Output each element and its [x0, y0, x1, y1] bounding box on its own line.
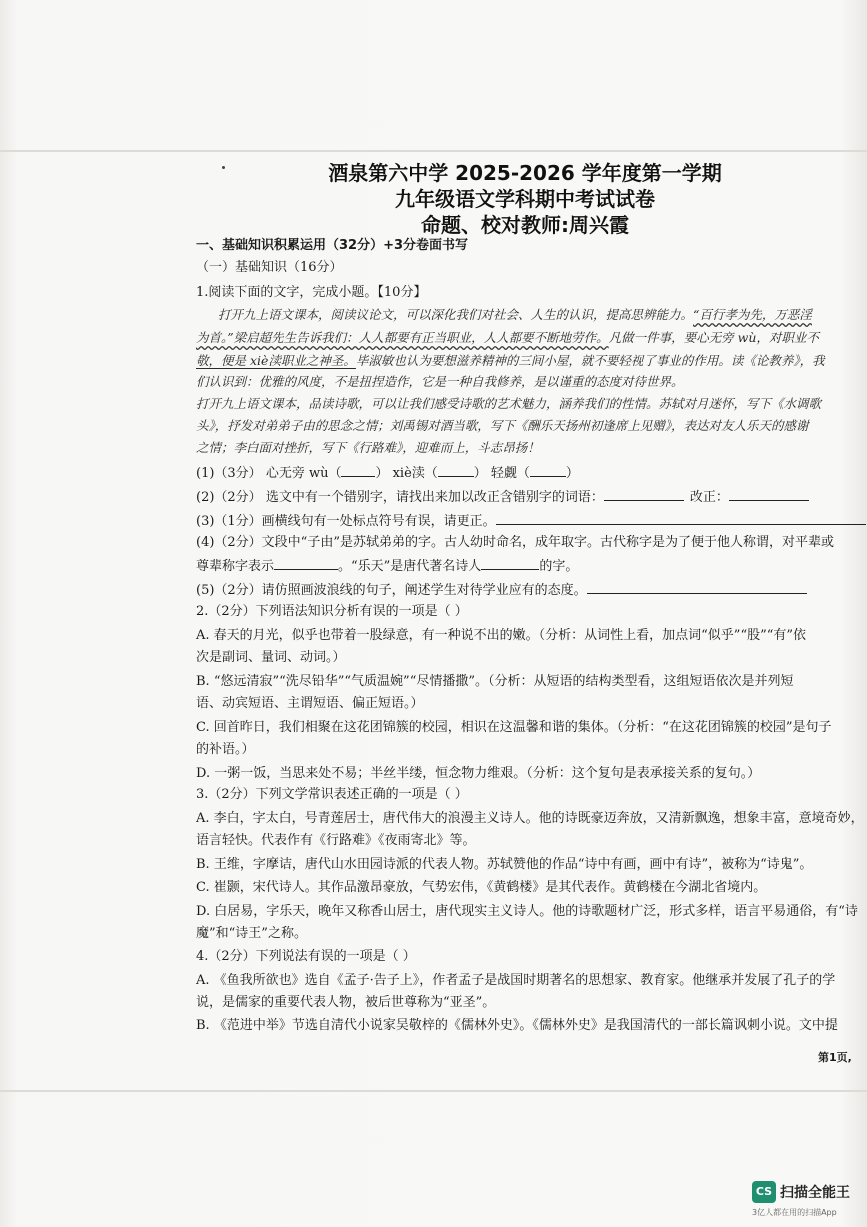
- q2-option-b: B. “悠远清寂”“洗尽铅华”“气质温婉”“尽情播撒”。（分析：从短语的结构类型看，这组短语依次是并列短: [196, 674, 794, 689]
- passage-2-line: 打开九上语文课本，品读诗歌，可以让我们感受诗歌的艺术魅力，涵养我们的性情。苏轼对月迷怀，写下《水调歌: [196, 396, 822, 411]
- answer-blank[interactable]: [530, 462, 566, 477]
- q2-option-c-cont: 的补语。）: [196, 742, 255, 757]
- question-1-stem: 1.阅读下面的文字，完成小题。【10分】: [196, 285, 427, 300]
- wavy-underlined-text: 为首。”梁启超先生告诉我们：人人都要有正当职业，人人都要不断地劳作。: [196, 330, 609, 345]
- subquestion-1: [196, 462, 579, 484]
- passage-2-line: 之情；李白面对挫折，写下《行路难》，迎难而上，斗志昂扬！: [196, 440, 540, 455]
- section-heading-basic: （一）基础知识（16分）: [196, 260, 343, 275]
- q2-option-d: D. 一粥一饭，当思来处不易；半丝半缕，恒念物力维艰。（分析：这个复句是表承接关系的复句。）: [196, 766, 761, 781]
- subquestion-text: (1)（3分） 心无旁 wù（: [196, 466, 342, 481]
- answer-blank[interactable]: [341, 462, 375, 477]
- subquestion-text: ）: [565, 466, 579, 481]
- passage-2-line: 头》，抒发对弟弟子由的思念之情；刘禹锡对酒当歌，写下《酬乐天扬州初逢席上见赠》，表达对友人乐天的感谢: [196, 418, 809, 433]
- watermark-app-name: 扫描全能王: [780, 1185, 850, 1201]
- question-2-stem: 2.（2分）下列语法知识分析有误的一项是（ ）: [196, 604, 468, 619]
- q4-option-a-cont: 说，是儒家的重要代表人物，被后世尊称为“亚圣”。: [196, 995, 496, 1010]
- answer-blank[interactable]: [496, 510, 866, 525]
- page-fold-line: [0, 1090, 867, 1092]
- section-heading-part1: 一、基础知识积累运用（32分）+3分卷面书写: [196, 238, 469, 253]
- exam-title-teacher: 命题、校对教师:周兴霞: [421, 213, 629, 237]
- camscanner-logo-icon: CS: [752, 1181, 776, 1203]
- page-number: 第1页,: [818, 1051, 852, 1064]
- subquestion-text: ） 轻觑（: [473, 466, 530, 481]
- question-3-stem: 3.（2分）下列文学常识表述正确的一项是（ ）: [196, 787, 468, 802]
- answer-blank[interactable]: [604, 486, 684, 501]
- q3-option-d-cont: 魔”和“诗王”之称。: [196, 926, 307, 941]
- q2-option-a-cont: 次是副词、量词、动词。）: [196, 650, 346, 665]
- subquestion-text: ） xiè渎（: [375, 466, 438, 481]
- subquestion-text: (2)（2分） 选文中有一个错别字，请找出来加以改正含错别字的词语：: [196, 490, 604, 505]
- passage-1-line: [196, 328, 819, 348]
- answer-blank[interactable]: [481, 555, 539, 570]
- subquestion-3: [196, 510, 866, 532]
- answer-blank[interactable]: [587, 579, 807, 594]
- q2-option-c: C. 回首昨日，我们相聚在这花团锦簇的校园，相识在这温馨和谐的集体。（分析：“在这花团锦簇的校园”是句子: [196, 720, 832, 735]
- subquestion-text: 。“乐天”是唐代著名诗人: [338, 559, 482, 574]
- subquestion-text: 尊辈称字表示: [196, 559, 275, 574]
- answer-blank[interactable]: [729, 486, 809, 501]
- exam-title-school: 酒泉第六中学 2025-2026 学年度第一学期: [328, 161, 722, 185]
- q3-option-a: A. 李白，字太白，号青莲居士，唐代伟大的浪漫主义诗人。他的诗既豪迈奔放，又清新飘逸，想象丰富，意境奇妙，: [196, 811, 864, 826]
- subquestion-5: [196, 579, 807, 601]
- subquestion-text: (3)（1分）画横线句有一处标点符号有误，请更正。: [196, 514, 496, 529]
- question-4-stem: 4.（2分）下列说法有误的一项是（ ）: [196, 949, 416, 964]
- q2-option-a: A. 春天的月光，似乎也带着一股绿意，有一种说不出的嫩。（分析：从词性上看，加点词“似乎”“股”“有”依: [196, 628, 807, 643]
- page-fold-line: [0, 150, 867, 152]
- underlined-sentence: 敬，便是 xiè渎职业之神圣。: [196, 353, 356, 368]
- passage-1-line: 们认识到：优雅的风度，不是扭捏造作，它是一种自我修养，是以谨重的态度对待世界。: [196, 374, 684, 389]
- passage-1-line: [196, 351, 825, 371]
- q3-option-d: D. 白居易，字乐天，晚年又称香山居士，唐代现实主义诗人。他的诗歌题材广泛，形式多样，语言平易通俗，有“诗: [196, 904, 858, 919]
- q4-option-b: B. 《范进中举》节选自清代小说家吴敬梓的《儒林外史》。《儒林外史》是我国清代的一部长篇讽刺小说。文中提: [196, 1018, 838, 1033]
- q3-option-c: C. 崔颢，宋代诗人。其作品激昂豪放，气势宏伟，《黄鹤楼》是其代表作。黄鹤楼在今湖北省境内。: [196, 880, 767, 895]
- exam-title-subject: 九年级语文学科期中考试试卷: [395, 187, 655, 211]
- passage-text: 毕淑敏也认为要想滋养精神的三间小屋，就不要轻视了事业的作用。读《论教养》，我: [355, 353, 825, 368]
- q2-option-b-cont: 语、动宾短语、主谓短语、偏正短语。）: [196, 696, 424, 711]
- subquestion-text: 的字。: [539, 559, 579, 574]
- passage-1-line: [218, 305, 812, 325]
- q4-option-a: A. 《鱼我所欲也》选自《孟子·告子上》，作者孟子是战国时期著名的思想家、教育家。他继承并发展了孔子的学: [196, 973, 836, 988]
- answer-blank[interactable]: [438, 462, 474, 477]
- q3-option-b: B. 王维，字摩诘，唐代山水田园诗派的代表人物。苏轼赞他的作品“诗中有画，画中有诗”，被称为“诗鬼”。: [196, 857, 813, 872]
- subquestion-2: [196, 486, 809, 508]
- q3-option-a-cont: 语言轻快。代表作有《行路难》《夜雨寄北》等。: [196, 833, 476, 848]
- subquestion-4-cont: [196, 555, 578, 577]
- wavy-underlined-text: “百行孝为先，万恶淫: [693, 307, 812, 322]
- subquestion-4: (4)（2分）文段中“子由”是苏轼弟弟的字。古人幼时命名，成年取字。古代称字是为了便于他人称谓，对平辈或: [196, 535, 834, 550]
- answer-blank[interactable]: [274, 555, 338, 570]
- passage-text: 凡做一件事，要心无旁 wù，对职业不: [608, 330, 819, 345]
- passage-text: 打开九上语文课本，阅读议论文，可以深化我们对社会、人生的认识，提高思辨能力。: [218, 307, 694, 322]
- subquestion-text: 改正：: [689, 490, 729, 505]
- watermark-tagline: 3亿人都在用的扫描App: [752, 1208, 837, 1217]
- subquestion-text: (5)（2分）请仿照画波浪线的句子，阐述学生对待学业应有的态度。: [196, 583, 587, 598]
